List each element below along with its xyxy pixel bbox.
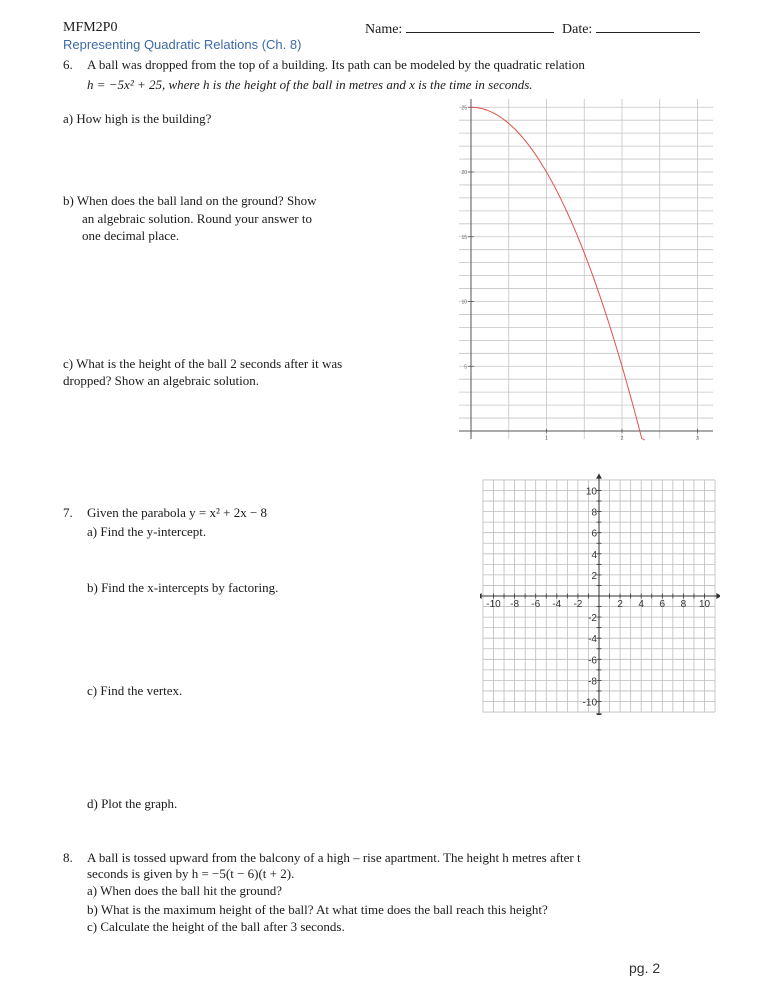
q6-x-tick-label: 2 [620,436,624,442]
date-label: Date: [562,22,593,37]
q7-x-arrow-left [480,593,482,599]
q7-y-tick-label: 4 [591,549,597,561]
q7-x-arrow-right [716,593,720,599]
q7-x-tick-label: 8 [680,599,687,610]
name-label: Name: [365,22,403,37]
q8-number: 8. [63,850,73,865]
q7-x-tick-label: -2 [573,599,583,610]
q6-x-tick-label: 1 [545,436,548,442]
q7-x-tick-label: -8 [510,599,520,610]
q6-y-tick-label: 20 [461,170,467,176]
q7-part-a: a) Find the y-intercept. [87,524,207,539]
date-blank[interactable] [596,20,700,33]
q7-coordinate-grid[interactable] [480,470,720,715]
q7-x-tick-label: 2 [617,599,623,610]
q7-x-tick-label: -4 [552,599,562,610]
q6-number: 6. [63,57,73,72]
q6-y-tick-label: 5 [464,364,467,371]
page-subtitle: Representing Quadratic Relations (Ch. 8) [63,37,302,52]
q8-part-c: c) Calculate the height of the ball after 3 seconds. [87,919,345,934]
q7-y-arrow-down [596,713,602,715]
q7-x-tick-label: 10 [698,599,711,610]
q7-y-arrow-up [596,474,602,479]
q6-part-c-line1: c) What is the height of the ball 2 seconds after it was [63,356,343,371]
course-code: MFM2P0 [63,20,118,35]
q6-graph [455,95,715,445]
q6-text-line2: h = −5x² + 25, where h is the height of the ball in metres and x is the time in seconds. [87,77,533,92]
q6-part-b-line1: b) When does the ball land on the ground? Show [63,193,317,208]
q6-graph-axes [459,99,713,439]
q7-tick-labels [486,487,710,709]
name-field[interactable] [365,20,554,38]
q6-part-b-line3: one decimal place. [82,228,180,243]
q6-x-tick-label: 3 [696,436,699,442]
q6-part-c-line2: dropped? Show an algebraic solution. [63,373,260,388]
q6-y-tick-label: 10 [461,299,467,306]
q6-graph-tick-labels [461,105,699,442]
q6-text-line1: A ball was dropped from the top of a building. Its path can be modeled by the quadratic relation [87,57,585,72]
q7-y-tick-label: 2 [591,570,597,582]
q7-part-c: c) Find the vertex. [87,683,183,698]
q7-number: 7. [63,505,73,520]
q7-y-tick-label: 8 [591,507,597,519]
q6-y-tick-label: 15 [461,234,467,241]
q8-part-a: a) When does the ball hit the ground? [87,883,283,898]
page-number: pg. 2 [629,960,661,976]
q6-curve-line [471,107,645,440]
q7-y-tick-label: -4 [588,634,597,646]
q8-text-line2: seconds is given by h = −5(t − 6)(t + 2). [87,866,295,881]
q7-x-tick-label: -6 [531,599,541,610]
q7-y-tick-label: 6 [591,528,597,540]
q6-y-tick-label: 25 [461,105,467,112]
q7-y-tick-label: -6 [588,655,597,667]
q7-axes [480,474,720,715]
q7-x-tick-label: 4 [638,599,644,610]
q7-y-tick-label: 10 [585,486,597,498]
q7-y-tick-label: -8 [588,676,597,688]
q6-part-a: a) How high is the building? [63,111,212,126]
q6-part-b-line2: an algebraic solution. Round your answer to [82,211,312,226]
q6-graph-grid [459,99,713,439]
q7-x-tick-label: -10 [486,599,501,610]
q7-y-tick-label: -2 [588,613,597,625]
q7-part-b: b) Find the x-intercepts by factoring. [87,580,279,595]
q8-part-b: b) What is the maximum height of the ball? At what time does the ball reach this height? [87,902,548,917]
name-blank[interactable] [406,20,554,33]
q8-text-line1: A ball is tossed upward from the balcony of a high – rise apartment. The height h metres after t [87,850,581,865]
q7-part-d: d) Plot the graph. [87,796,178,811]
date-field[interactable] [562,20,700,38]
q7-stem: Given the parabola y = x² + 2x − 8 [87,505,268,520]
q7-y-tick-label: -10 [582,697,597,709]
q7-x-tick-label: 6 [659,599,666,610]
